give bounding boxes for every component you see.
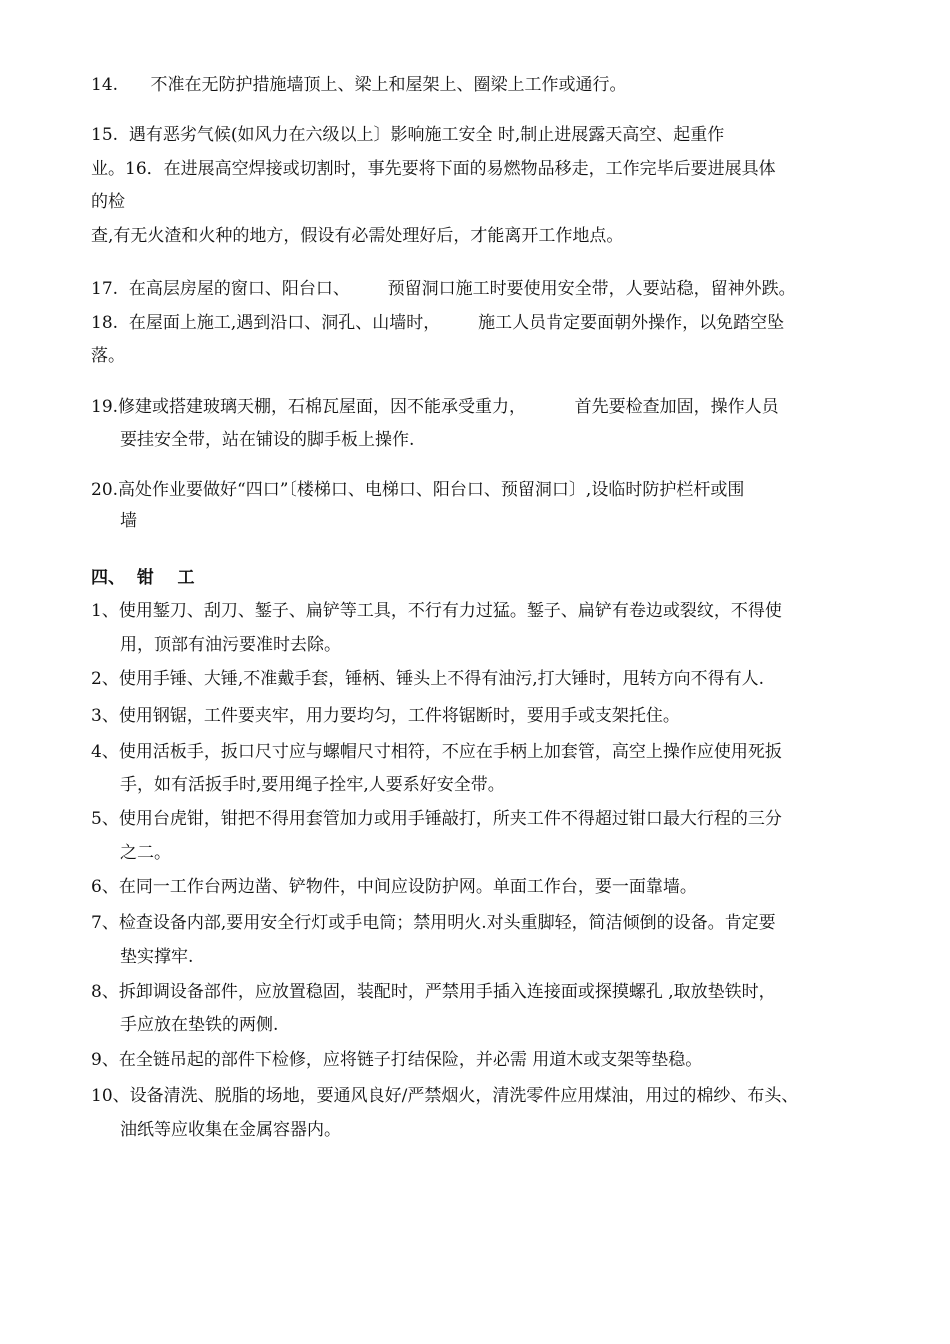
rule-17-line-1: 17. 在高层房屋的窗口、阳台口、 预留洞口施工时要使用安全带，人要站稳，留神外跌。 [91, 279, 796, 299]
fitter-item-7-line-1: 7、检查设备内部,要用安全行灯或手电筒；禁用明火.对头重脚轻，简洁倾倒的设备。肯定要 [91, 913, 776, 933]
rule-15-line-3: 的检 [91, 192, 125, 212]
section-four-heading: 四、 钳 工 [91, 568, 195, 588]
fitter-item-9-line-1: 9、在全链吊起的部件下检修，应将链子打结保险，并必需 用道木或支架等垫稳。 [91, 1050, 703, 1070]
fitter-item-8-line-2: 手应放在垫铁的两侧. [120, 1015, 279, 1035]
fitter-item-4-line-2: 手，如有活扳手时,要用绳子拴牢,人要系好安全带。 [120, 775, 505, 795]
rule-18-line-2: 落。 [91, 346, 125, 366]
fitter-item-8-line-1: 8、拆卸调设备部件，应放置稳固，装配时，严禁用手插入连接面或探摸螺孔 ,取放垫铁时， [91, 982, 776, 1002]
rule-19-line-1: 19.修建或搭建玻璃天棚，石棉瓦屋面，因不能承受重力， 首先要检查加固，操作人员 [91, 397, 779, 417]
fitter-item-5-line-1: 5、使用台虎钳，钳把不得用套管加力或用手锤敲打，所夹工件不得超过钳口最大行程的三分 [91, 809, 782, 829]
fitter-item-10-line-2: 油纸等应收集在金属容器内。 [120, 1120, 341, 1140]
rule-15-line-1: 15. 遇有恶劣气候(如风力在六级以上〕影响施工安全 时,制止进展露天高空、起重作 [91, 125, 725, 145]
rule-18-line-1: 18. 在屋面上施工,遇到沿口、洞孔、山墙时， 施工人员肯定要面朝外操作，以免踏空坠 [91, 313, 785, 333]
rule-20-line-1: 20.高处作业要做好“四口”〔楼梯口、电梯口、阳台口、预留洞口〕,设临时防护栏杆或围 [91, 480, 745, 500]
fitter-item-6-line-1: 6、在同一工作台两边凿、铲物件，中间应设防护网。单面工作台，要一面靠墙。 [91, 877, 697, 897]
fitter-item-7-line-2: 垫实撑牢. [120, 947, 194, 967]
rule-19-line-2: 要挂安全带，站在铺设的脚手板上操作. [120, 430, 415, 450]
rule-20-line-2: 墙 [120, 511, 137, 531]
rule-14-line-1: 14. 不准在无防护措施墙顶上、梁上和屋架上、圈梁上工作或通行。 [91, 75, 627, 95]
fitter-item-1-line-1: 1、使用錾刀、刮刀、錾子、扁铲等工具，不行有力过猛。錾子、扁铲有卷边或裂纹，不得使 [91, 601, 782, 621]
rule-15-line-4: 查,有无火渣和火种的地方，假设有必需处理好后，才能离开工作地点。 [91, 226, 624, 246]
fitter-item-2-line-1: 2、使用手锤、大锤,不准戴手套，锤柄、锤头上不得有油污,打大锤时，甩转方向不得有人. [91, 669, 765, 689]
fitter-item-10-line-1: 10、设备清洗、脱脂的场地，要通风良好/严禁烟火，清洗零件应用煤油，用过的棉纱、布头、 [91, 1086, 799, 1106]
rule-15-line-2: 业。16．在进展高空焊接或切割时，事先要将下面的易燃物品移走，工作完毕后要进展具体 [91, 159, 776, 179]
fitter-item-4-line-1: 4、使用活板手，扳口尺寸应与螺帽尺寸相符，不应在手柄上加套管，高空上操作应使用死扳 [91, 742, 782, 762]
fitter-item-1-line-2: 用，顶部有油污要准时去除。 [120, 635, 341, 655]
fitter-item-3-line-1: 3、使用钢锯，工件要夹牢，用力要均匀，工件将锯断时，要用手或支架托住。 [91, 706, 680, 726]
fitter-item-5-line-2: 之二。 [120, 843, 171, 863]
